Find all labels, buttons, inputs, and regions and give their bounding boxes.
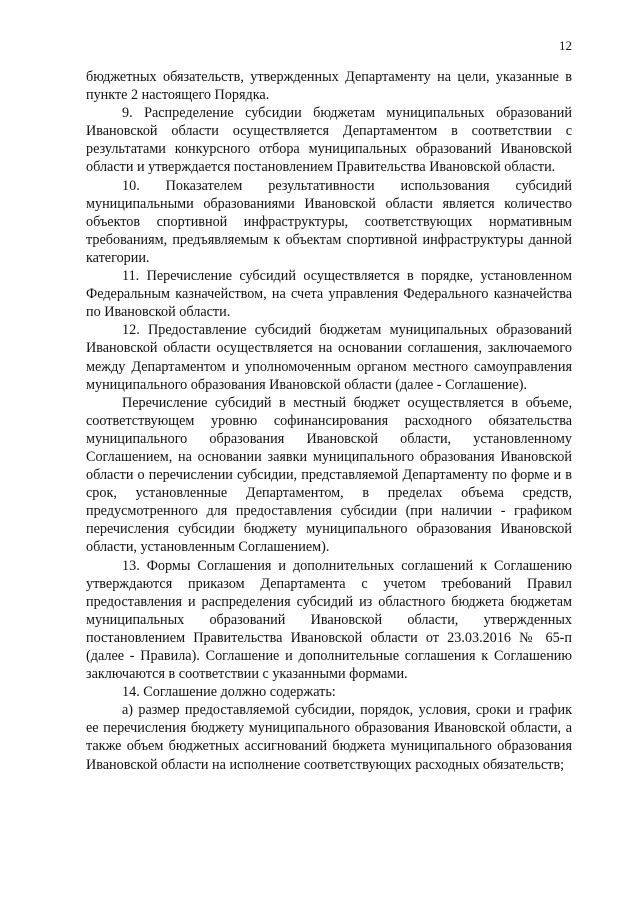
- paragraph-10: 10. Показателем результативности использования субсидий муниципальными образованиями Ивановской области является количество объектов спортивной инфраструктуры, соответствующих нормативным требованиям, предъявляемым к объектам спортивной инфраструктуры данной категории.: [86, 177, 572, 266]
- paragraph-9: 9. Распределение субсидии бюджетам муниципальных образований Ивановской области осуществляется Департаментом в соответствии с результатами конкурсного отбора муниципальных образований Ивановской области и утверждается постановлением Правительства Ивановской области.: [86, 105, 572, 176]
- page-number: 12: [559, 38, 572, 53]
- paragraph-transfer: Перечисление субсидий в местный бюджет осуществляется в объеме, соответствующем уровню софинансирования расходного обязательства муниципального образования Ивановской области, установленному Соглашением, на основании заявки муниципального образования Ивановской области о перечислении субсидии, представляемой Департаменту по форме и в срок, установленные Департаментом, в пределах объема средств, предусмотренного для предоставления субсидии (при наличии - графиком перечисления субсидии бюджету муниципального образования Ивановской области, установленным Соглашением).: [86, 394, 572, 556]
- paragraph-11: 11. Перечисление субсидий осуществляется в порядке, установленном Федеральным казначейством, на счета управления Федерального казначейства по Ивановской области.: [86, 268, 572, 321]
- paragraph-14: 14. Соглашение должно содержать:: [122, 684, 336, 701]
- document-body: [86, 68, 572, 774]
- paragraph-continuation: бюджетных обязательств, утвержденных Департаменту на цели, указанные в пункте 2 настоящего Порядка.: [86, 69, 572, 104]
- paragraph-12: 12. Предоставление субсидий бюджетам муниципальных образований Ивановской области осуществляется на основании соглашения, заключаемого между Департаментом и уполномоченным органом местного самоуправления муниципального образования Ивановской области (далее - Соглашение).: [86, 322, 572, 393]
- paragraph-13: 13. Формы Соглашения и дополнительных соглашений к Соглашению утверждаются приказом Департамента с учетом требований Правил предоставления и распределения субсидий из областного бюджета бюджетам муниципальных образований Ивановской области, утвержденных постановлением Правительства Ивановской области от 23.03.2016 № 65-п (далее - Правила). Соглашение и дополнительные соглашения к Соглашению заключаются в соответствии с указанными формами.: [86, 557, 572, 683]
- paragraph-14a: а) размер предоставляемой субсидии, порядок, условия, сроки и график ее перечисления бюджету муниципального образования Ивановской области, а также объем бюджетных ассигнований бюджета муниципального образования Ивановской области на исполнение соответствующих расходных обязательств;: [86, 702, 572, 773]
